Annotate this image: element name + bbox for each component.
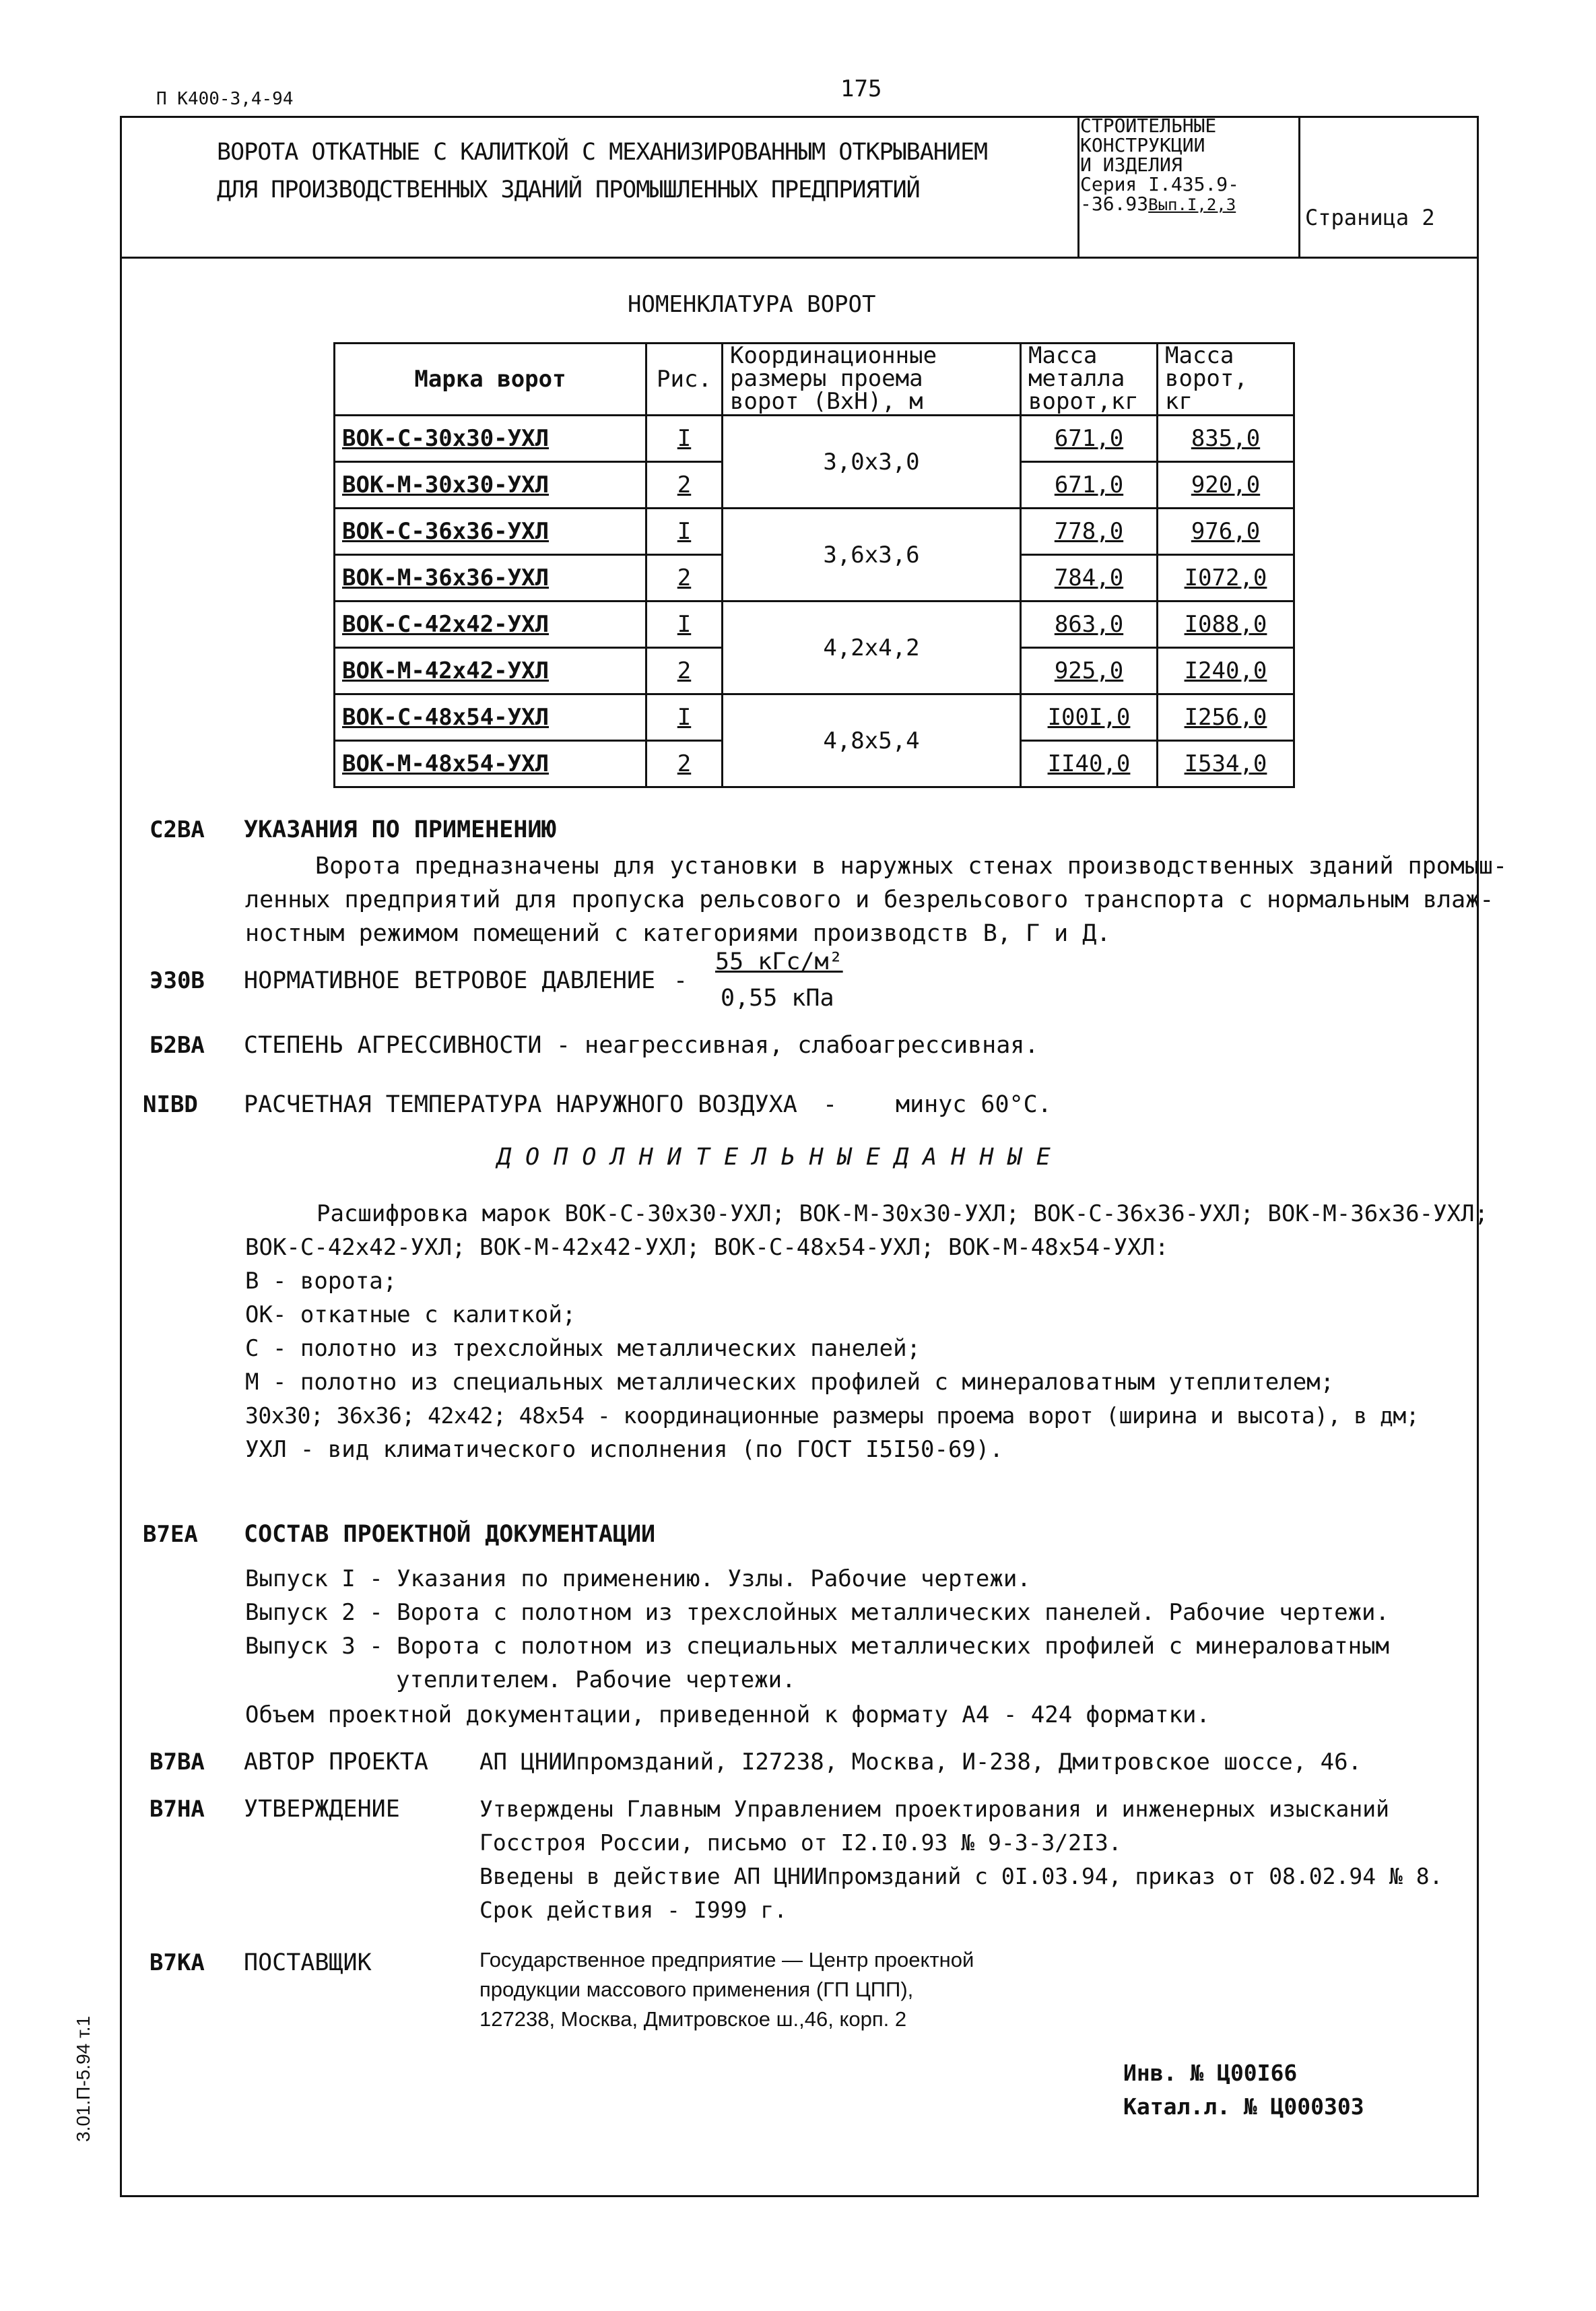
cell-pic: I xyxy=(646,601,723,648)
cell-metal: 925,0 xyxy=(1021,648,1158,694)
docs-line: утеплителем. Рабочие чертежи. xyxy=(396,1666,796,1693)
table-row xyxy=(335,416,1294,462)
approval-label: УТВЕРЖДЕНИЕ xyxy=(244,1796,400,1823)
cell-mass: I240,0 xyxy=(1158,648,1294,694)
series-line xyxy=(1080,194,1239,215)
cell-mark: ВОК-С-42х42-УХЛ xyxy=(335,601,646,648)
usage-line: ленных предприятий для пропуска рельсового и безрельсового транспорта с нормальным влаж- xyxy=(245,886,1494,913)
usage-title: УКАЗАНИЯ ПО ПРИМЕНЕНИЮ xyxy=(244,816,556,843)
table-row xyxy=(335,601,1294,648)
cell-pic: I xyxy=(646,509,723,555)
series-number: -36.93 xyxy=(1080,193,1149,215)
section-code: В7НА xyxy=(149,1796,205,1823)
wind-denominator: 0,55 кПа xyxy=(721,985,834,1012)
col-mass-l1: Масса xyxy=(1165,342,1234,369)
inventory-number: Инв. № Ц00I66 xyxy=(1123,2060,1298,2086)
section-code: В7ВА xyxy=(149,1749,205,1776)
cell-pic: 2 xyxy=(646,648,723,694)
approval-line: Утверждены Главным Управлением проектирования и инженерных изысканий xyxy=(479,1796,1390,1822)
col-mass-l3: кг xyxy=(1165,388,1193,415)
author-value: АП ЦНИИпромзданий, I27238, Москва, И-238, Дмитровское шоссе, 46. xyxy=(479,1749,1362,1776)
approval-line: Госстроя России, письмо от I2.I0.93 № 9-3-3/2I3. xyxy=(479,1829,1122,1856)
section-code: В7КА xyxy=(149,1949,205,1976)
table-header-row xyxy=(335,344,1294,416)
doc-title-line2: ДЛЯ ПРОИЗВОДСТВЕННЫХ ЗДАНИЙ ПРОМЫШЛЕННЫХ ПРЕДПРИЯТИЙ xyxy=(217,176,920,203)
author-label: АВТОР ПРОЕКТА xyxy=(244,1749,428,1776)
series-line: Серия I.435.9- xyxy=(1080,173,1240,195)
cell-mass: 976,0 xyxy=(1158,509,1294,555)
cell-dims: 3,0х3,0 xyxy=(723,416,1021,509)
extra-line: С - полотно из трехслойных металлических панелей; xyxy=(245,1335,921,1362)
series-line: КОНСТРУКЦИИ xyxy=(1080,134,1205,156)
usage-line: Ворота предназначены для установки в наружных стенах производственных зданий промыш- xyxy=(315,853,1508,880)
table-title: НОМЕНКЛАТУРА ВОРОТ xyxy=(628,291,876,318)
col-pic: Рис. xyxy=(646,344,723,416)
cell-pic: I xyxy=(646,694,723,741)
col-dims-l1: Координационные xyxy=(730,342,937,369)
cell-pic: I xyxy=(646,416,723,462)
cell-mark: ВОК-М-48х54-УХЛ xyxy=(335,741,646,787)
usage-line: ностным режимом помещений с категориями производств В, Г и Д. xyxy=(245,920,1111,947)
col-dims xyxy=(723,344,1021,416)
cell-pic: 2 xyxy=(646,555,723,601)
extra-line: 30х30; 36х36; 42х42; 48х54 - координационные размеры проема ворот (ширина и высота), в дм; xyxy=(245,1402,1420,1429)
cell-dims: 3,6х3,6 xyxy=(723,509,1021,601)
cell-pic: 2 xyxy=(646,462,723,509)
docs-line: Выпуск 3 - Ворота с полотном из специальных металлических профилей с минераловатным xyxy=(245,1633,1389,1660)
section-code: В7ЕА xyxy=(143,1521,198,1548)
col-metal-l2: металла xyxy=(1028,365,1125,392)
cell-mass: I256,0 xyxy=(1158,694,1294,741)
cell-mark: ВОК-М-36х36-УХЛ xyxy=(335,555,646,601)
aggr-label: СТЕПЕНЬ АГРЕССИВНОСТИ xyxy=(244,1032,542,1059)
cell-pic: 2 xyxy=(646,741,723,787)
cell-mass: I088,0 xyxy=(1158,601,1294,648)
cell-mark: ВОК-М-42х42-УХЛ xyxy=(335,648,646,694)
series-block xyxy=(1080,116,1239,215)
wind-dash: - xyxy=(673,967,688,994)
doc-code: П К400-3,4-94 xyxy=(156,89,294,109)
cell-dims: 4,2х4,2 xyxy=(723,601,1021,694)
series-line: СТРОИТЕЛЬНЫЕ xyxy=(1080,115,1217,137)
side-stamp: 3.01.П-5.94 т.1 xyxy=(73,2015,94,2142)
docs-line: Выпуск 2 - Ворота с полотном из трехслойных металлических панелей. Рабочие чертежи. xyxy=(245,1599,1389,1626)
cell-mass: I072,0 xyxy=(1158,555,1294,601)
section-code: С2ВА xyxy=(149,816,205,843)
table-row xyxy=(335,509,1294,555)
extra-title: Д О П О Л Н И Т Е Л Ь Н Ы Е Д А Н Н Ы Е xyxy=(497,1144,1051,1171)
cell-metal: 778,0 xyxy=(1021,509,1158,555)
col-metal-l1: Масса xyxy=(1028,342,1098,369)
section-code: NIВD xyxy=(143,1091,198,1118)
page-label: Страница 2 xyxy=(1305,205,1435,230)
cell-metal: 671,0 xyxy=(1021,416,1158,462)
section-code: Б2ВА xyxy=(149,1032,205,1059)
temp-dash: - xyxy=(823,1091,838,1118)
col-dims-l3: ворот (ВхН), м xyxy=(730,388,923,415)
approval-line: Введены в действие АП ЦНИИпромзданий с 0I.03.94, приказ от 08.02.94 № 8. xyxy=(479,1863,1443,1889)
supplier-label: ПОСТАВЩИК xyxy=(244,1949,372,1976)
cell-metal: II40,0 xyxy=(1021,741,1158,787)
cell-metal: 863,0 xyxy=(1021,601,1158,648)
cell-metal: I00I,0 xyxy=(1021,694,1158,741)
supplier-line: продукции массового применения (ГП ЦПП), xyxy=(479,1978,914,2001)
supplier-line: 127238, Москва, Дмитровское ш.,46, корп. 2 xyxy=(479,2007,907,2031)
col-dims-l2: размеры проема xyxy=(730,365,923,392)
nomenclature-table xyxy=(333,342,1295,788)
title-block-divider xyxy=(1298,116,1300,259)
cell-mass: 920,0 xyxy=(1158,462,1294,509)
col-mass-l2: ворот, xyxy=(1165,365,1248,392)
temp-value: минус 60°С. xyxy=(896,1091,1052,1118)
cell-mass: I534,0 xyxy=(1158,741,1294,787)
supplier-line: Государственное предприятие — Центр проектной xyxy=(479,1948,974,1972)
cell-mark: ВОК-С-36х36-УХЛ xyxy=(335,509,646,555)
extra-line: В - ворота; xyxy=(245,1268,397,1295)
docs-line: Объем проектной документации, приведенной к формату А4 - 424 форматки. xyxy=(245,1701,1210,1728)
wind-numerator: 55 кГс/м² xyxy=(715,948,843,975)
extra-line: ВОК-С-42х42-УХЛ; ВОК-М-42х42-УХЛ; ВОК-С-48х54-УХЛ; ВОК-М-48х54-УХЛ: xyxy=(245,1234,1169,1261)
cell-metal: 784,0 xyxy=(1021,555,1158,601)
wind-label: НОРМАТИВНОЕ ВЕТРОВОЕ ДАВЛЕНИЕ xyxy=(244,967,656,994)
catalog-number: Катал.л. № Ц000303 xyxy=(1123,2093,1364,2120)
series-line: И ИЗДЕЛИЯ xyxy=(1080,154,1183,176)
approval-line: Срок действия - I999 г. xyxy=(479,1897,787,1923)
table-row xyxy=(335,694,1294,741)
cell-mark: ВОК-М-30х30-УХЛ xyxy=(335,462,646,509)
title-block-divider xyxy=(1077,116,1079,259)
section-code: Э30В xyxy=(149,967,205,994)
series-issues: Вып.I,2,3 xyxy=(1148,195,1236,214)
col-metal xyxy=(1021,344,1158,416)
cell-mark: ВОК-С-48х54-УХЛ xyxy=(335,694,646,741)
extra-line: М - полотно из специальных металлических профилей с минераловатным утеплителем; xyxy=(245,1369,1335,1396)
extra-line: УХЛ - вид климатического исполнения (по ГОСТ I5I50-69). xyxy=(245,1436,1003,1463)
docs-line: Выпуск I - Указания по применению. Узлы. Рабочие чертежи. xyxy=(245,1565,1031,1592)
cell-dims: 4,8х5,4 xyxy=(723,694,1021,787)
aggr-value: - неагрессивная, слабоагрессивная. xyxy=(556,1032,1039,1059)
page-number: 175 xyxy=(840,75,882,102)
docs-title: СОСТАВ ПРОЕКТНОЙ ДОКУМЕНТАЦИИ xyxy=(244,1521,656,1548)
col-metal-l3: ворот,кг xyxy=(1028,388,1139,415)
cell-mass: 835,0 xyxy=(1158,416,1294,462)
cell-mark: ВОК-С-30х30-УХЛ xyxy=(335,416,646,462)
extra-line: ОК- откатные с калиткой; xyxy=(245,1301,576,1328)
doc-title-line1: ВОРОТА ОТКАТНЫЕ С КАЛИТКОЙ С МЕХАНИЗИРОВАННЫМ ОТКРЫВАНИЕМ xyxy=(217,139,988,166)
extra-line: Расшифровка марок ВОК-С-30х30-УХЛ; ВОК-М-30х30-УХЛ; ВОК-С-36х36-УХЛ; ВОК-М-36х36-УХЛ; xyxy=(317,1200,1488,1227)
cell-metal: 671,0 xyxy=(1021,462,1158,509)
col-mass xyxy=(1158,344,1294,416)
temp-label: РАСЧЕТНАЯ ТЕМПЕРАТУРА НАРУЖНОГО ВОЗДУХА xyxy=(244,1091,797,1118)
col-mark: Марка ворот xyxy=(335,344,646,416)
